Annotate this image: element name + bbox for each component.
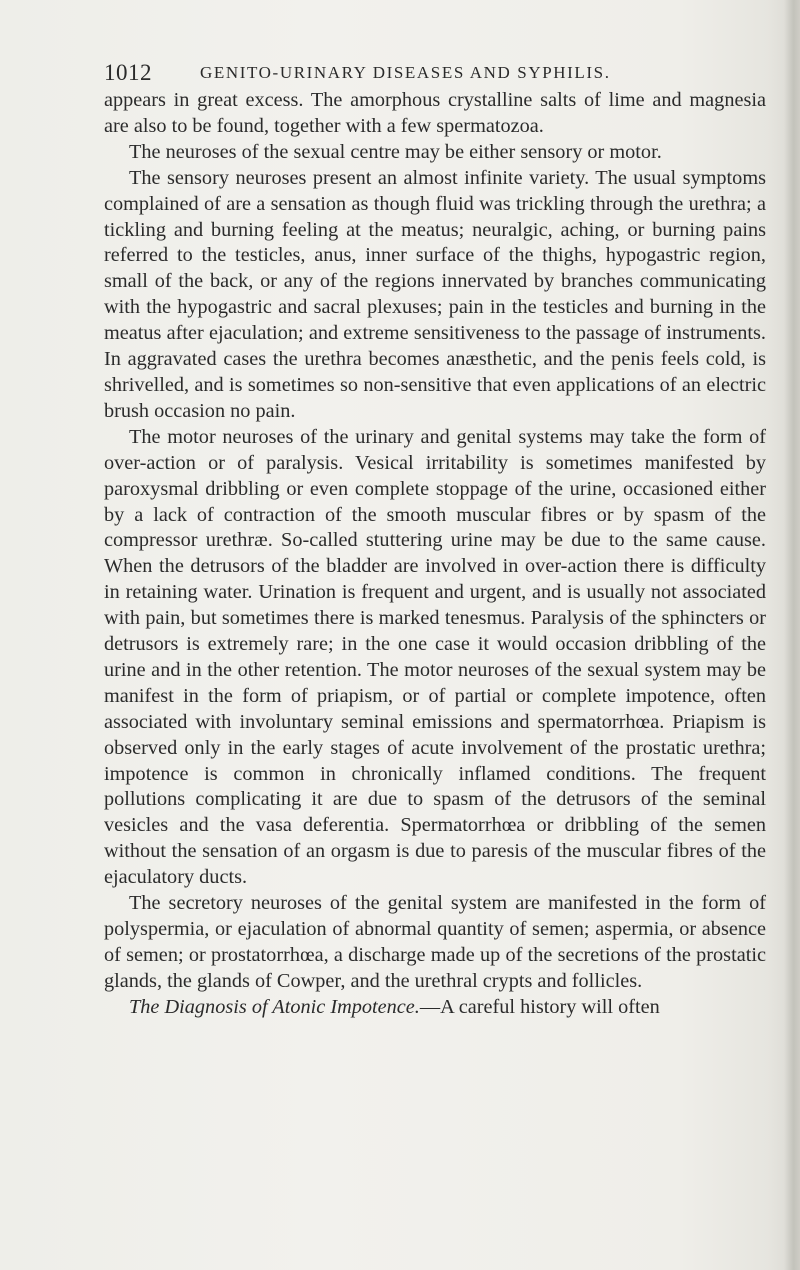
paragraph-neuroses-intro: The neuroses of the sexual centre may be either sensory or motor. — [129, 140, 662, 163]
running-title: GENITO-URINARY DISEASES AND SYPHILIS. — [200, 63, 611, 82]
paragraph-sensory-neuroses: The sensory neuroses present an almost infinite variety. The usual symptoms complained of are a sensation as though fluid was trickling through the urethra; a tickling and burning feeling at the meatus; neuralgic, aching, or burning pains referred to the testicles, anus, inner surface of the thighs, hypogastric region, small of the back, or any of the regions innervated by branches communicating with the hypogastric and sacral plexuses; pain in the testicles and burning in the meatus after ejaculation; and extreme sensitiveness to the passage of instruments. In aggravated cases the urethra becomes anæsthetic, and the penis feels cold, is shrivelled, and is sometimes so non-sensitive that even applications of an electric brush occasion no pain. — [104, 166, 766, 422]
page-number: 1012 — [104, 60, 152, 85]
paragraph-secretory-neuroses: The secretory neuroses of the genital system are manifested in the form of polyspermia, or ejaculation of abnormal quantity of semen; aspermia, or absence of semen; or prostatorrhœa, a discharge made up of the secretions of the prostatic glands, the glands of Cowper, and the urethral crypts and follicles. — [104, 892, 766, 992]
body-text — [104, 88, 766, 1021]
section-heading-diagnosis: The Diagnosis of Atonic Impotence. — [129, 995, 420, 1018]
page-header — [104, 58, 764, 88]
paragraph-diagnosis-text: —A careful history will often — [419, 995, 660, 1018]
paragraph-diagnosis — [104, 995, 766, 1021]
paragraph-continuation: appears in great excess. The amorphous crystalline salts of lime and magnesia are also to be found, together with a few spermatozoa. — [104, 89, 766, 137]
paragraph-motor-neuroses: The motor neuroses of the urinary and genital systems may take the form of over-action or of paralysis. Vesical irritability is sometimes manifested by paroxysmal dribbling or even complete stoppage of the urine, occasioned either by a lack of contraction of the smooth muscular fibres or by spasm of the compressor urethræ. So-called stuttering urine may be due to the same cause. When the detrusors of the bladder are involved in over-action there is difficulty in retaining water. Urination is frequent and urgent, and is usually not associated with pain, but sometimes there is marked tenesmus. Paralysis of the sphincters or detrusors is extremely rare; in the one case it would occasion dribbling of the urine and in the other retention. The motor neuroses of the sexual system may be manifest in the form of priapism, or of partial or complete impotence, often associated with involuntary seminal emissions and spermatorrhœa. Priapism is observed only in the early stages of acute involvement of the prostatic urethra; impotence is common in chronically inflamed conditions. The frequent pollutions complicating it are due to spasm of the detrusors of the seminal vesicles and the vasa deferentia. Spermatorrhœa or dribbling of the semen without the sensation of an orgasm is due to paresis of the muscular fibres of the ejaculatory ducts. — [104, 425, 766, 889]
binding-shadow — [784, 0, 800, 1270]
